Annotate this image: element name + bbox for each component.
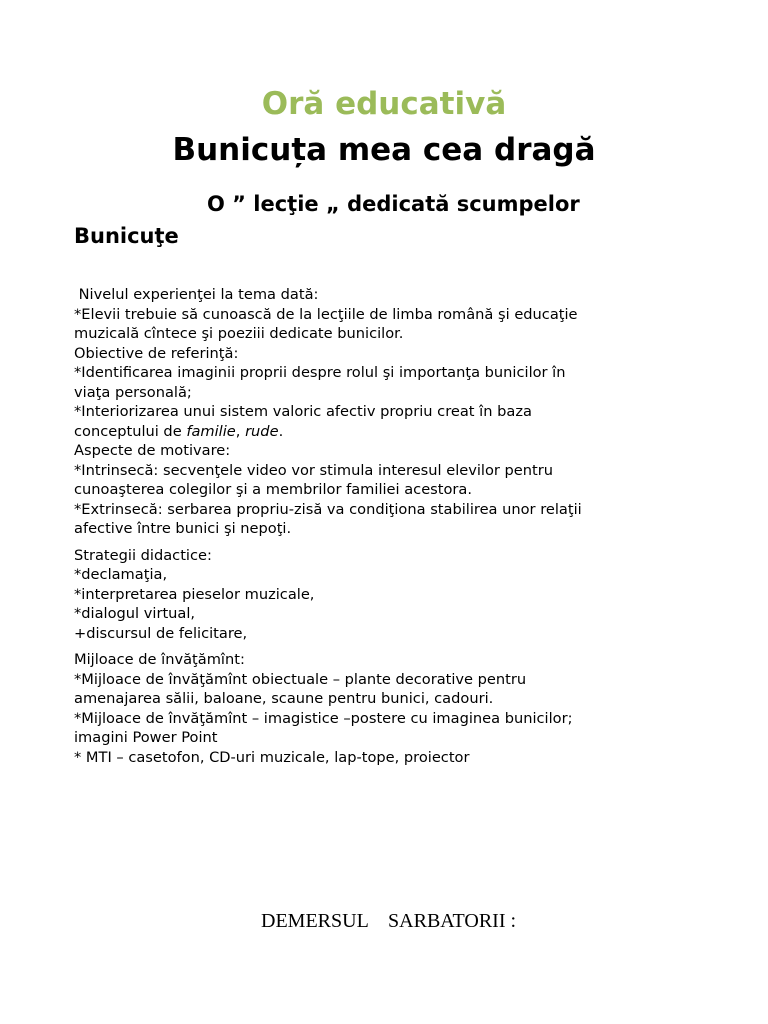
lesson-line-1: O ” lecţie „ dedicată scumpelor [207, 192, 580, 216]
concept-prefix: conceptului de [74, 422, 187, 440]
lesson-dedication [74, 188, 694, 252]
concept-suffix: . [278, 422, 284, 440]
strategy-item: *declamaţia, [74, 566, 168, 583]
means-line: *Mijloace de învăţămînt – imagistice –postere cu imaginea bunicilor; [74, 709, 573, 727]
motivation-heading: Aspecte de motivare: [74, 442, 231, 459]
objective-line: viaţa personală; [74, 383, 192, 401]
concept-relatives: rude [245, 422, 279, 440]
lesson-line-2: Bunicuţe [74, 224, 179, 248]
means-section [74, 650, 714, 767]
experience-section [74, 285, 714, 344]
motivation-section [74, 441, 714, 539]
means-line: *Mijloace de învăţămînt obiectuale – plante decorative pentru [74, 670, 527, 688]
means-line: * MTI – casetofon, CD-uri muzicale, lap-tope, proiector [74, 748, 470, 766]
objective-line-concept [74, 422, 714, 442]
concept-separator: , [235, 422, 246, 440]
means-line: imagini Power Point [74, 729, 218, 746]
section-gap [74, 643, 714, 650]
means-line: amenajarea sălii, baloane, scaune pentru bunici, cadouri. [74, 690, 494, 707]
means-heading: Mijloace de învăţămînt: [74, 651, 245, 668]
strategies-heading: Strategii didactice: [74, 546, 212, 564]
experience-heading: Nivelul experienţei la tema dată: [74, 286, 319, 303]
lesson-body [74, 285, 714, 767]
objective-line: *Identificarea imaginii proprii despre rolul şi importanţa bunicilor în [74, 364, 566, 381]
objectives-section [74, 344, 714, 442]
strategy-item: +discursul de felicitare, [74, 624, 248, 642]
objective-line: *Interiorizarea unui sistem valoric afectiv propriu creat în baza [74, 403, 532, 420]
strategies-section [74, 546, 714, 644]
motivation-line: *Extrinsecă: serbarea propriu-zisă va condiţiona stabilirea unor relaţii [74, 500, 582, 518]
section-gap [74, 539, 714, 546]
experience-line: *Elevii trebuie să cunoască de la lecţiile de limba română şi educaţie [74, 305, 578, 323]
document-subtitle: Bunicuța mea cea dragă [172, 132, 596, 168]
motivation-line: afective între bunici şi nepoţi. [74, 520, 292, 537]
motivation-line: *Intrinsecă: secvenţele video vor stimula interesul elevilor pentru [74, 461, 554, 479]
concept-family: familie [186, 422, 236, 440]
motivation-line: cunoaşterea colegilor şi a membrilor familiei acestora. [74, 481, 473, 498]
document-title: Oră educativă [261, 86, 507, 122]
celebration-heading: DEMERSUL SARBATORII : [261, 910, 517, 932]
experience-line: muzicală cîntece şi poeziii dedicate bunicilor. [74, 325, 404, 342]
strategy-item: *interpretarea pieselor muzicale, [74, 585, 315, 603]
objectives-heading: Obiective de referinţă: [74, 344, 239, 362]
strategy-item: *dialogul virtual, [74, 605, 196, 622]
